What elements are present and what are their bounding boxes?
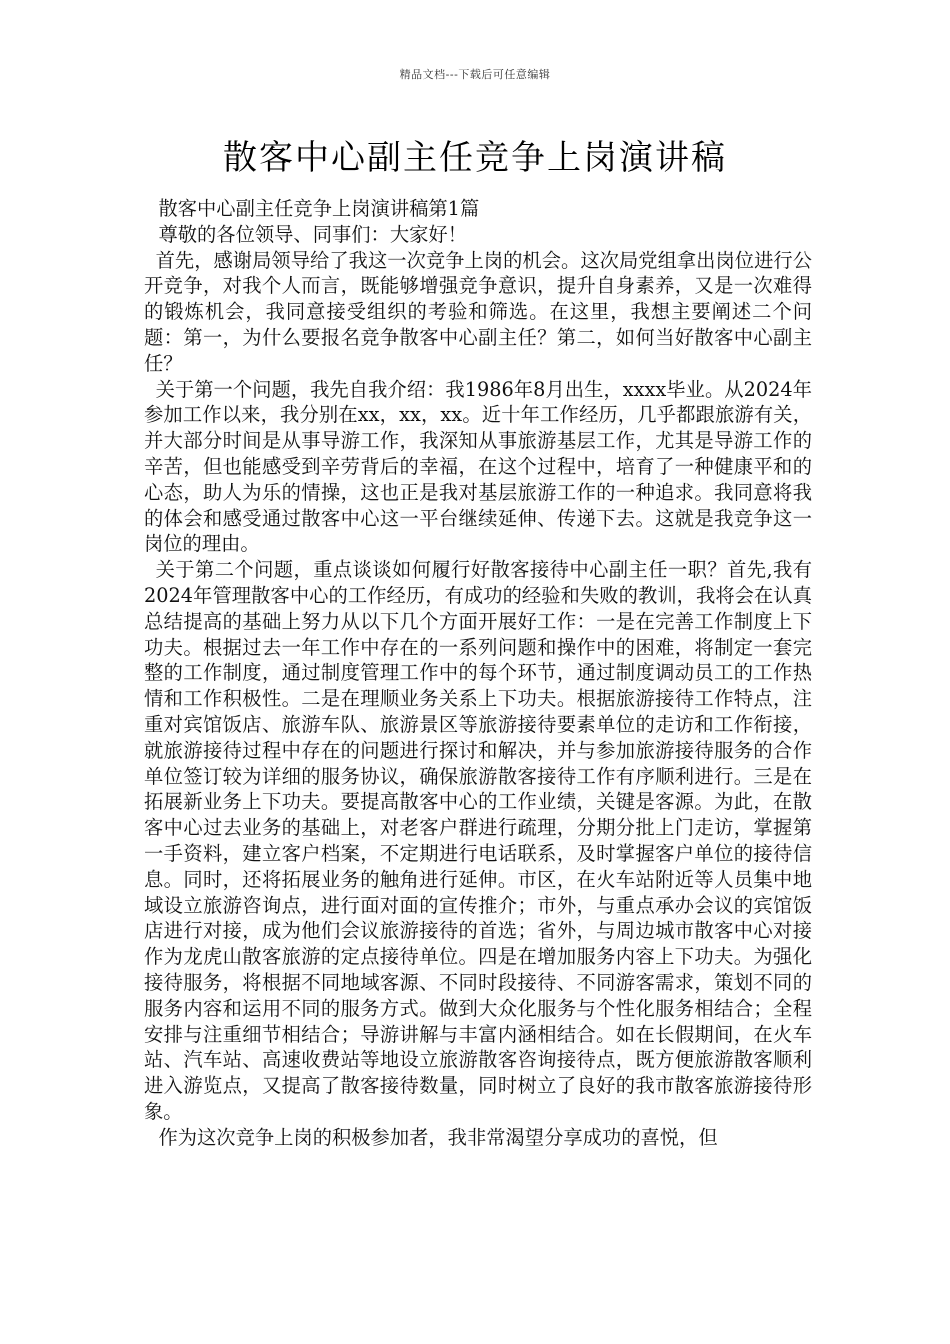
body-paragraph: 首先，感谢局领导给了我这一次竞争上岗的机会。这次局党组拿出岗位进行公开竞争，对我个人而言，既能够增强竞争意识，提升自身素养，又是一次难得的锻炼机会，我同意接受组织的考验和筛选。在这里，我想主要阐述二个问题：第一，为什么要报名竞争散客中心副主任？第二，如何当好散客中心副主任？ bbox=[144, 248, 812, 375]
document-title: 散客中心副主任竞争上岗演讲稿 bbox=[223, 138, 727, 178]
section-heading: 散客中心副主任竞争上岗演讲稿第1篇 bbox=[158, 197, 480, 220]
body-paragraph: 关于第一个问题，我先自我介绍：我1986年8月出生，xxxx毕业。从2024年参加工作以来，我分别在xx，xx，xx。近十年工作经历，几乎都跟旅游有关，并大部分时间是从事导游工作，我深知从事旅游基层工作，尤其是导游工作的辛苦，但也能感受到辛劳背后的幸福，在这个过程中，培育了一种健康平和的心态，助人为乐的情操，这也正是我对基层旅游工作的一种追求。我同意将我的体会和感受通过散客中心这一平台继续延伸、传递下去。这就是我竞争这一岗位的理由。 bbox=[144, 377, 812, 556]
salutation: 尊敬的各位领导、同事们：大家好！ bbox=[158, 222, 467, 246]
body-paragraph: 作为这次竞争上岗的积极参加者，我非常渴望分享成功的喜悦，但 bbox=[158, 1125, 718, 1149]
body-paragraph: 关于第二个问题，重点谈谈如何履行好散客接待中心副主任一职？首先,我有2024年管理散客中心的工作经历，有成功的经验和失败的教训，我将会在认真总结提高的基础上努力从以下几个方面开展好工作：一是在完善工作制度上下功夫。根据过去一年工作中存在的一系列问题和操作中的困难，将制定一套完整的工作制度，通过制度管理工作中的每个环节，通过制度调动员工的工作热情和工作积极性。二是在理顺业务关系上下功夫。根据旅游接待工作特点，注重对宾馆饭店、旅游车队、旅游景区等旅游接待要素单位的走访和工作衔接，就旅游接待过程中存在的问题进行探讨和解决，并与参加旅游接待服务的合作单位签订较为详细的服务协议，确保旅游散客接待工作有序顺利进行。三是在拓展新业务上下功夫。要提高散客中心的工作业绩，关键是客源。为此，在散客中心过去业务的基础上，对老客户群进行疏理，分期分批上门走访，掌握第一手资料，建立客户档案，不定期进行电话联系，及时掌握客户单位的接待信息。同时，还将拓展业务的触角进行延伸。市区，在火车站附近等人员集中地域设立旅游咨询点，进行面对面的宣传推介；市外，与重点承办会议的宾馆饭店进行对接，成为他们会议旅游接待的首选；省外，与周边城市散客中心对接作为龙虎山散客旅游的定点接待单位。四是在增加服务内容上下功夫。为强化接待服务，将根据不同地域客源、不同时段接待、不同游客需求，策划不同的服务内容和运用不同的服务方式。做到大众化服务与个性化服务相结合；全程安排与注重细节相结合；导游讲解与丰富内涵相结合。如在长假期间，在火车站、汽车站、高速收费站等地设立旅游散客咨询接待点，既方便旅游散客顺利进入游览点，又提高了散客接待数量，同时树立了良好的我市散客旅游接待形象。 bbox=[144, 558, 812, 1123]
document-body bbox=[144, 196, 812, 1150]
header-note: 精品文档---下载后可任意编辑 bbox=[399, 68, 551, 81]
